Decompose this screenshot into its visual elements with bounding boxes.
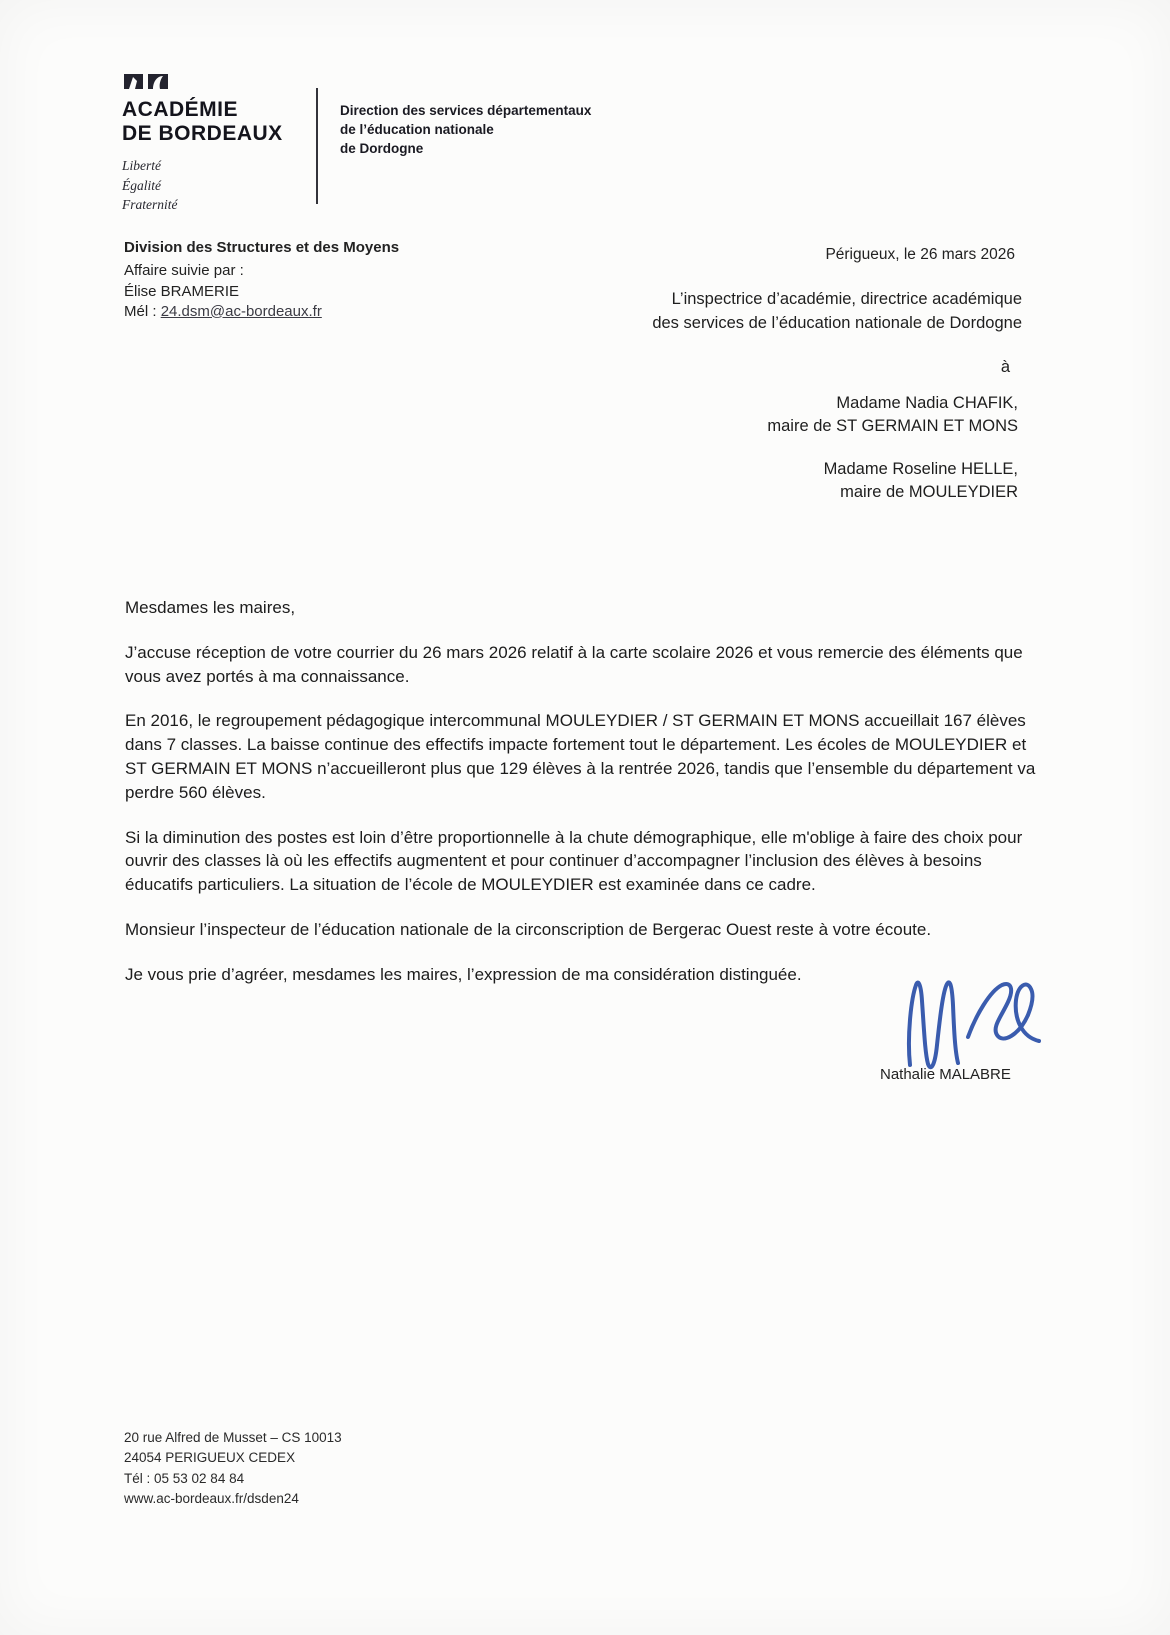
paragraph-4: Monsieur l’inspecteur de l’éducation nationale de la circonscription de Bergerac Ouest reste à votre écoute. <box>125 919 932 939</box>
marianne-logo-icon <box>124 72 170 92</box>
academy-name-line2: DE BORDEAUX <box>122 122 283 146</box>
sender-email-label: Mél : <box>124 302 161 320</box>
sender-followed-by-name: Élise BRAMERIE <box>124 282 240 300</box>
sender-followed-by-label: Affaire suivie par : <box>124 262 244 280</box>
paragraph-2: En 2016, le regroupement pédagogique intercommunal MOULEYDIER / ST GERMAIN ET MONS accueillait 167 élèves dans 7 classes. La baisse continue des effectifs impacte fortement tout le département. Les écoles de MOULEYDIER et ST GERMAIN ET MONS n’accueilleront plus que 129 élèves à la rentrée 2026, tandis que l’ensemble du département va perdre 560 élèves. <box>125 711 1036 802</box>
signatory-name: Nathalie MALABRE <box>880 1066 1011 1083</box>
sender-division: Division des Structures et des Moyens <box>124 239 400 256</box>
author-title-line2: des services de l’éducation nationale de Dordogne <box>652 313 1022 332</box>
handwritten-signature <box>893 975 1053 1075</box>
footer-city: 24054 PERIGUEUX CEDEX <box>124 1450 296 1466</box>
motto-liberte: Liberté <box>122 158 161 174</box>
salutation: Mesdames les maires, <box>125 598 296 617</box>
recipient-1-name: Madame Nadia CHAFIK, <box>836 394 1018 412</box>
footer-address-block <box>124 1428 342 1509</box>
header-vertical-divider <box>316 88 318 204</box>
letter-body <box>125 596 1043 1008</box>
academy-logo-block <box>122 72 283 215</box>
footer-website: www.ac-bordeaux.fr/dsden24 <box>124 1490 299 1506</box>
direction-line1: Direction des services départementaux <box>340 103 592 118</box>
paragraph-1: J’accuse réception de votre courrier du 26 mars 2026 relatif à la carte scolaire 2026 et vous remercie des éléments que vous avez portés à ma connaissance. <box>125 642 1023 686</box>
recipient-1-role: maire de ST GERMAIN ET MONS <box>767 417 1018 436</box>
sender-contact-block <box>124 238 399 322</box>
footer-street: 20 rue Alfred de Musset – CS 10013 <box>124 1430 342 1445</box>
direction-line2: de l’éducation nationale <box>340 121 494 137</box>
motto-fraternite: Fraternité <box>122 197 178 213</box>
addressed-to-word: à <box>1000 358 1010 376</box>
direction-line3: de Dordogne <box>340 140 424 156</box>
author-title-block <box>652 288 1022 336</box>
recipient-2-role: maire de MOULEYDIER <box>840 483 1018 502</box>
recipient-2-block <box>824 458 1018 504</box>
sender-email-link[interactable]: 24.dsm@ac-bordeaux.fr <box>160 302 322 320</box>
sender-email-line <box>124 302 399 322</box>
author-title-line1: L’inspectrice d’académie, directrice académique <box>671 290 1022 308</box>
place-and-date: Périgueux, le 26 mars 2026 <box>825 246 1015 263</box>
republic-motto <box>122 156 283 215</box>
academy-name-line1: ACADÉMIE <box>122 98 239 121</box>
recipient-2-name: Madame Roseline HELLE, <box>823 460 1018 478</box>
paragraph-5: Je vous prie d’agréer, mesdames les maires, l’expression de ma considération distinguée. <box>125 964 802 984</box>
footer-phone: Tél : 05 53 02 84 84 <box>124 1470 245 1486</box>
motto-egalite: Égalité <box>122 177 161 193</box>
paragraph-3: Si la diminution des postes est loin d’être proportionnelle à la chute démographique, elle m'oblige à faire des choix pour ouvrir des classes là où les effectifs augmentent et pour continuer d’accompagner l’inclusion des élèves à besoins éducatifs particuliers. La situation de l’école de MOULEYDIER est examinée dans ce cadre. <box>125 827 1023 895</box>
direction-services-block <box>340 102 591 159</box>
signature-ink-icon <box>898 975 1048 1070</box>
recipient-1-block <box>767 392 1018 438</box>
